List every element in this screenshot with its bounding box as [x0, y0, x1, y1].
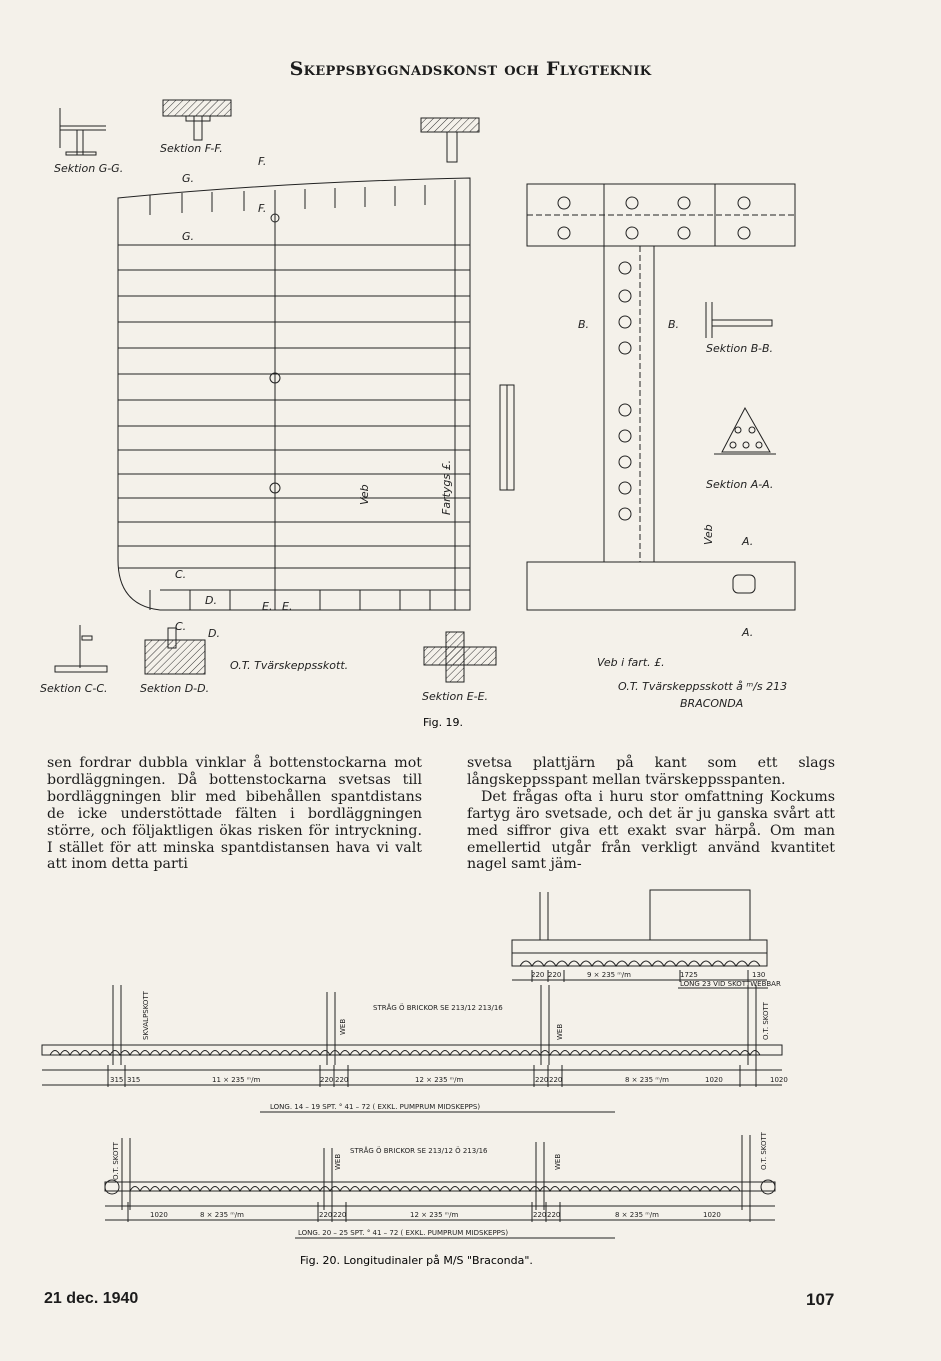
mid-dim-9: 8 × 235 ᵐ/m [625, 1076, 669, 1084]
label-fartyg-vertical: Fartygs £. [440, 459, 453, 515]
section-bb-detail [706, 302, 772, 338]
mid-dim-3: 11 × 235 ᵐ/m [212, 1076, 261, 1084]
label-d-bottom: D. [208, 627, 220, 640]
label-a-bottom: A. [742, 626, 754, 639]
footer-page-number: 107 [806, 1290, 835, 1309]
label-section-gg: Sektion G-G. [54, 162, 124, 175]
top-long-label: LONG 23 VID SKOTTWEBBAR [680, 980, 781, 988]
fig20-caption: Fig. 20. Longitudinaler på M/S "Braconda". [300, 1254, 533, 1267]
label-b-left: B. [578, 318, 590, 331]
bot-dim-4: 220 [333, 1211, 347, 1219]
bulkhead-left-drawing [118, 178, 470, 610]
mid-dim-4: 220 [320, 1076, 334, 1084]
label-section-bb: Sektion B-B. [706, 342, 774, 355]
bot-skott-right: O.T. SKOTT [760, 1132, 768, 1170]
label-e-1: E. [262, 600, 273, 613]
section-ee-detail [424, 632, 496, 682]
label-section-cc: Sektion C-C. [40, 682, 108, 695]
label-c-top: C. [175, 568, 187, 581]
paragraph-left: sen fordrar dubbla vinklar å bottenstockarna mot bordläggningen. Då bottenstockarna svetsas till bordläggningen blir med bibehållen spantdistans de icke understöttade fälten i bordläggningen större, och följaktligen ökas risken för intryckning. I stället för att minska spantdistansen hava vi valt att inom detta parti [47, 755, 422, 873]
flat-bar-detail [500, 385, 514, 490]
label-e-2: E. [282, 600, 293, 613]
top-dim-2: 220 [548, 971, 562, 979]
bot-web-1: WEB [334, 1153, 342, 1170]
bot-dim-8: 8 × 235 ᵐ/m [615, 1211, 659, 1219]
bot-strag: STRÅG Ö BRICKOR SE 213/12 Ö 213/16 [350, 1147, 488, 1155]
paragraph-right-1: svetsa plattjärn på kant som ett slags långskeppsspant mellan tvärskeppsspanten. [467, 755, 835, 788]
fig19-caption: Fig. 19. [423, 716, 464, 729]
label-f-bottom: F. [258, 202, 267, 215]
label-veb-right: Veb [702, 524, 715, 545]
label-braconda: BRACONDA [680, 697, 744, 710]
bot-dim-3: 220 [319, 1211, 333, 1219]
label-section-dd: Sektion D-D. [140, 682, 210, 695]
figure-20 [0, 880, 941, 1280]
text-column-left [47, 755, 422, 873]
label-g-bottom: G. [182, 230, 195, 243]
label-a-top: A. [742, 535, 754, 548]
label-g-top: G. [182, 172, 195, 185]
mid-dim-5: 220 [335, 1076, 349, 1084]
label-ot-left: O.T. Tvärskeppsskott. [230, 659, 349, 672]
mid-web-2: WEB [556, 1023, 564, 1040]
label-b-right: B. [668, 318, 680, 331]
label-section-aa: Sektion A-A. [706, 478, 774, 491]
top-dim-3: 9 × 235 ᵐ/m [587, 971, 631, 979]
bot-dim-6: 220 [533, 1211, 547, 1219]
label-ot-right: O.T. Tvärskeppsskott å ᵐ/s 213 [618, 680, 788, 693]
section-ff-detail [163, 100, 231, 140]
top-dim-4: 1725 [680, 971, 698, 979]
mid-skott-right: O.T. SKOTT [762, 1002, 770, 1040]
section-dd-detail [145, 628, 205, 674]
mid-dim-2: 315 [127, 1076, 141, 1084]
label-veb-fart: Veb i fart. £. [597, 656, 665, 669]
bot-dim-7: 220 [547, 1211, 561, 1219]
mid-strag: STRÅG Ö BRICKOR SE 213/12 213/16 [373, 1004, 503, 1012]
label-c-bottom: C. [175, 620, 187, 633]
mid-dim-6: 12 × 235 ᵐ/m [415, 1076, 464, 1084]
mid-dim-8: 220 [549, 1076, 563, 1084]
top-dim-1: 220 [531, 971, 545, 979]
paragraph-right-2: Det frågas ofta i huru stor omfattning Kockums fartyg äro svetsade, och det är ju ganska svårt att med siffror giva ett exakt svar härpå. Om man emellertid utgår från verkligt använd kvantitet nagel samt jäm- [467, 788, 835, 873]
mid-dim-10: 1020 [705, 1076, 723, 1084]
footer-date: 21 dec. 1940 [44, 1290, 139, 1307]
bot-dim-1: 1020 [150, 1211, 168, 1219]
bot-dim-2: 8 × 235 ᵐ/m [200, 1211, 244, 1219]
label-section-ee: Sektion E-E. [422, 690, 489, 703]
mid-dim-1: 315 [110, 1076, 124, 1084]
section-gg-detail [60, 108, 106, 155]
mid-long-label: LONG. 14 – 19 SPT. ° 41 – 72 ( EXKL. PUMPRUM MIDSKEPPS) [270, 1103, 481, 1111]
section-top-right-detail [421, 118, 479, 162]
top-dim-5: 130 [752, 971, 766, 979]
bot-dim-5: 12 × 235 ᵐ/m [410, 1211, 459, 1219]
mid-dim-7: 220 [535, 1076, 549, 1084]
section-aa-detail [714, 408, 776, 454]
mid-dim-11: 1020 [770, 1076, 788, 1084]
page-header: Skeppsbyggnadskonst och Flygteknik [289, 58, 652, 80]
bot-skott-left: O.T. SKOTT [112, 1142, 120, 1180]
section-cc-detail [55, 625, 107, 672]
mid-web-1: WEB [339, 1018, 347, 1035]
web-frame-drawing [527, 184, 795, 610]
label-veb-vertical: Veb [358, 484, 371, 505]
label-d-top: D. [205, 594, 217, 607]
mid-skott-left: SKVALPSKOTT [142, 991, 150, 1040]
bot-dim-9: 1020 [703, 1211, 721, 1219]
bot-web-2: WEB [554, 1153, 562, 1170]
label-f-top: F. [258, 155, 267, 168]
text-column-right [467, 755, 835, 873]
bot-long-label: LONG. 20 – 25 SPT. ° 41 – 72 ( EXKL. PUMPRUM MIDSKEPPS) [298, 1229, 509, 1237]
label-section-ff: Sektion F-F. [160, 142, 223, 155]
